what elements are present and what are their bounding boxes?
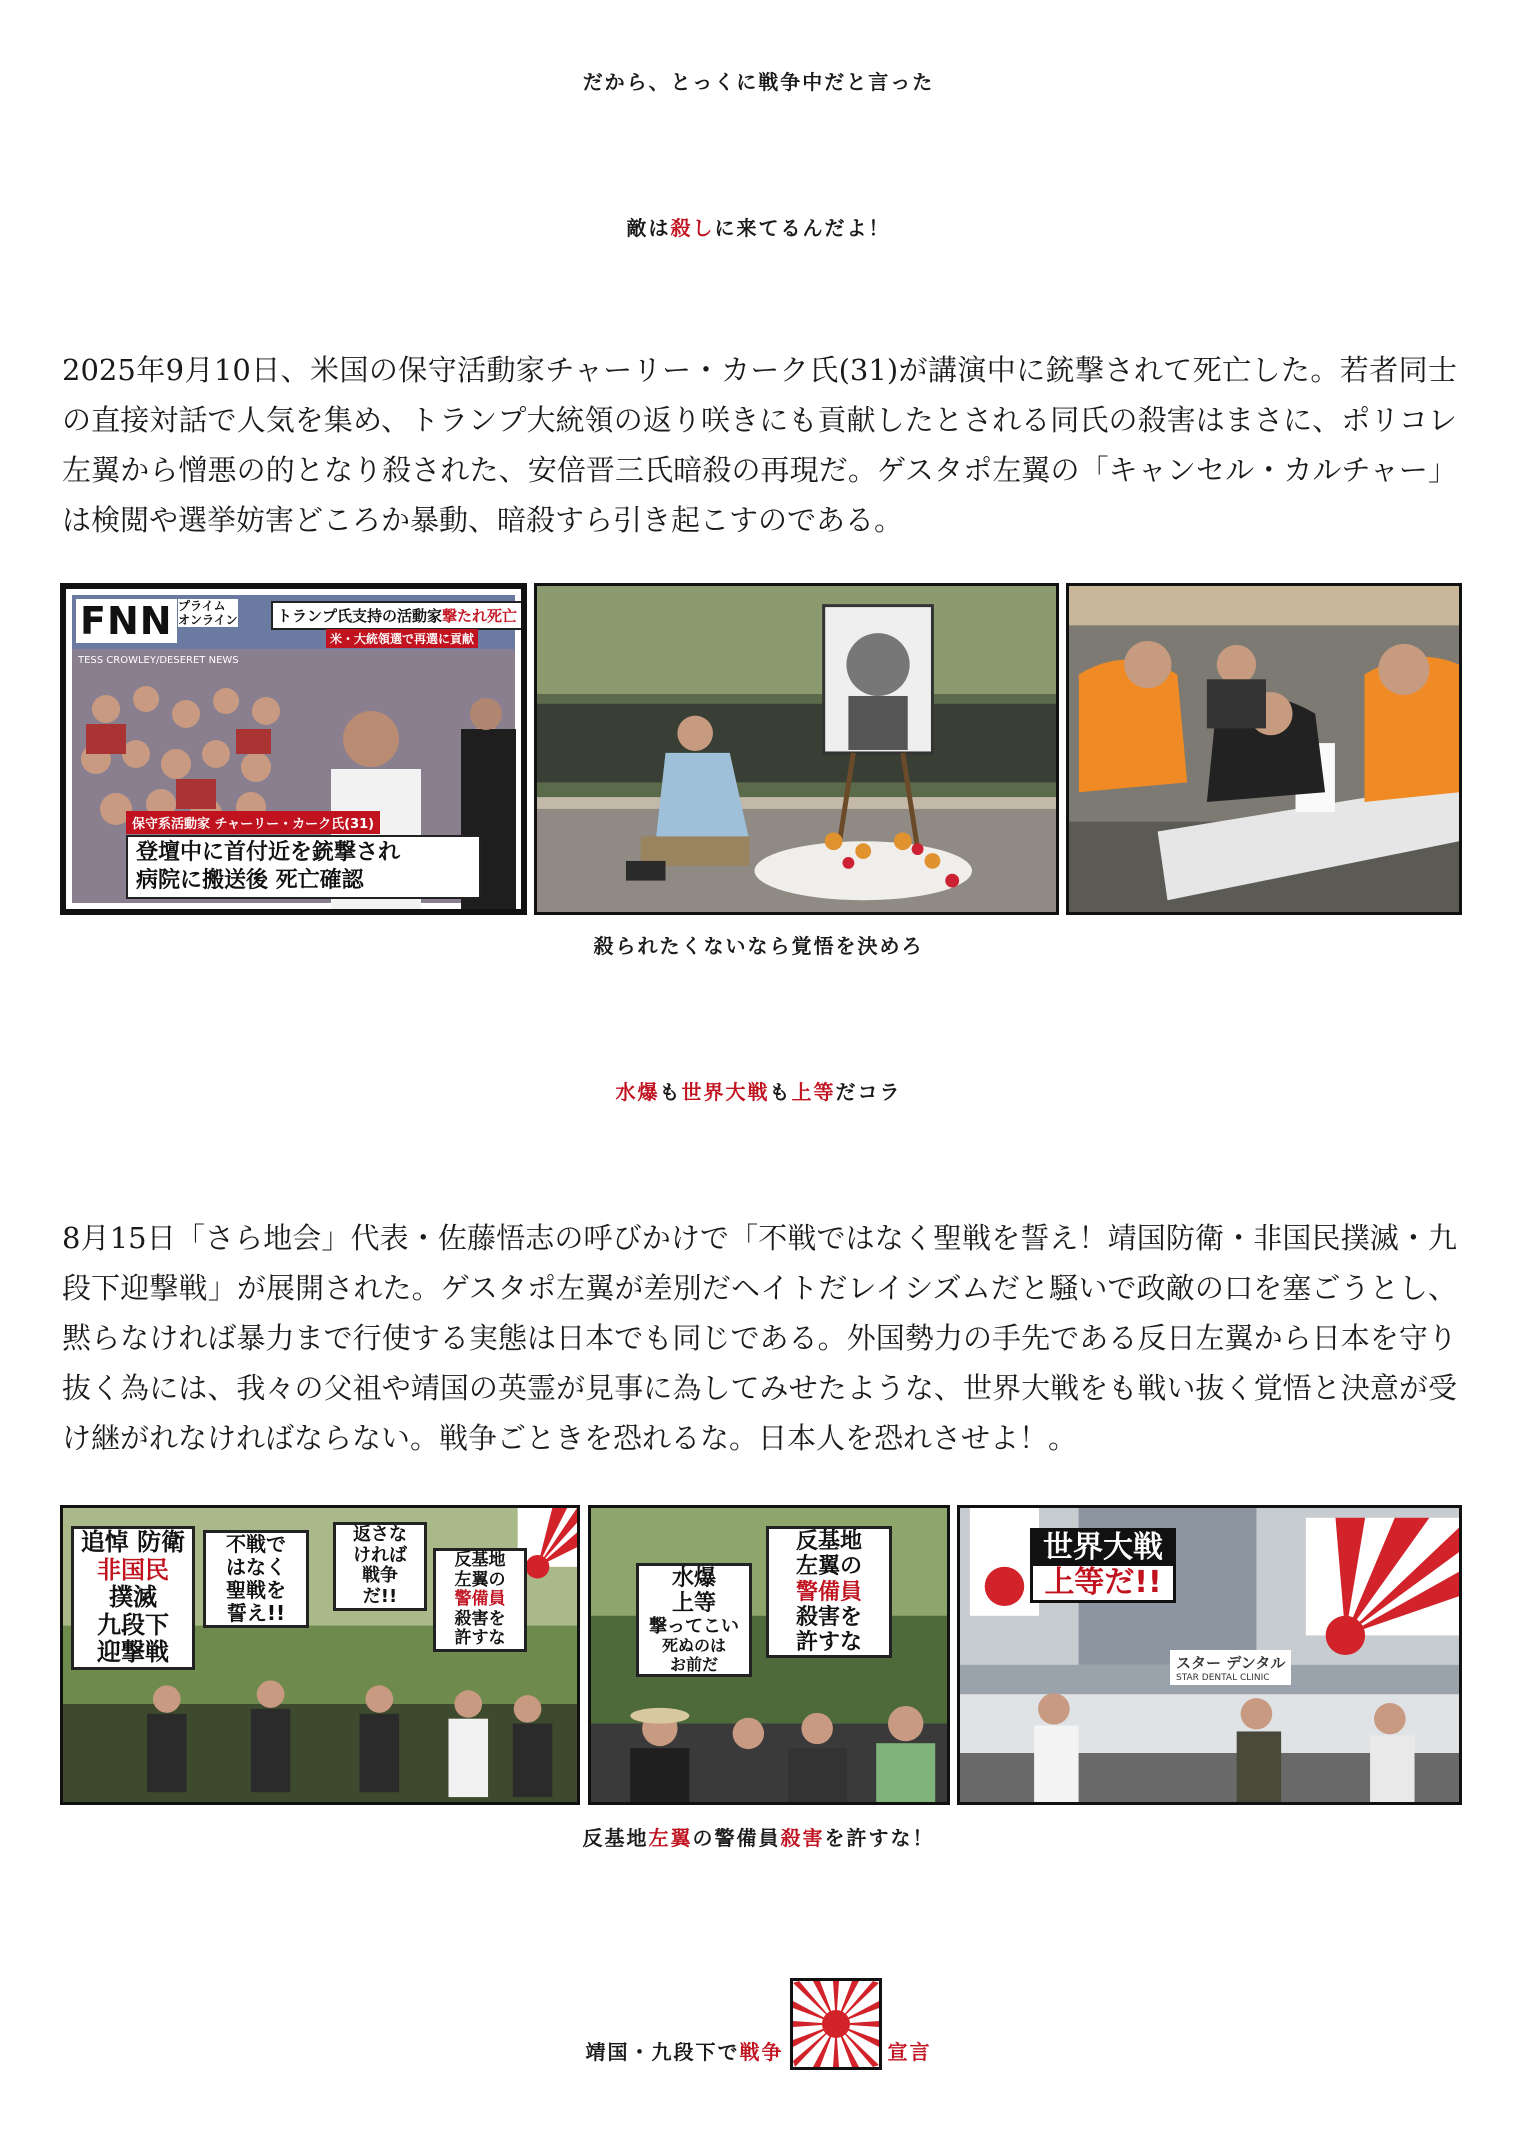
sign-anti-base-1 — [433, 1548, 527, 1652]
sign-world-war-t2: 大戦 — [1103, 1530, 1163, 1565]
headline-war-h-bomb: 水爆 — [615, 1080, 660, 1104]
headline-war-mo2: も — [769, 1080, 792, 1104]
sign-anti-base-2-l1: 反基地 — [795, 1529, 862, 1554]
headline-war-mo1: も — [659, 1080, 682, 1104]
sign-mourning-l4 — [74, 1612, 192, 1640]
sign-mourning-l1 — [74, 1529, 192, 1557]
sign-anti-base-2-l2: 左翼の — [795, 1554, 862, 1580]
sign-return — [333, 1522, 427, 1611]
sign-mourning-t2: 防衛 — [137, 1528, 186, 1556]
headline-enemy-kill: 殺し — [670, 216, 715, 240]
paragraph-kirk: 2025年9月10日、米国の保守活動家チャーリー・カーク氏(31)が講演中に銃撃されて死亡した。若者同士の直接対話で人気を集め、トランプ大統領の返り咲きにも貢献したとされる同氏の殺害はまさに、ポリコレ左翼から憎悪の的となり殺された、安倍晋三氏暗殺の再現だ。ゲスタポ左翼の「キャンセル・カルチャー」は検閲や選挙妨害どころか暴動、暗殺すら引き起こすのである。 — [62, 353, 1457, 537]
rising-sun-flag-icon — [790, 1978, 882, 2070]
sign-h-bomb — [636, 1563, 752, 1677]
sign-holy-war-l2: はなく — [226, 1555, 286, 1579]
headline-war-joto: 上等 — [791, 1080, 836, 1104]
sign-mourning-t5: 九段下 — [97, 1610, 169, 1639]
sign-h-bomb-l2: 上等 — [671, 1591, 716, 1617]
sign-world-war-l1 — [1033, 1531, 1173, 1566]
headline-anti-base — [0, 1828, 1517, 1848]
headline-anti-base-a: 反基地 — [582, 1826, 649, 1850]
sign-anti-base-1-l4: 殺害を — [454, 1608, 506, 1629]
photo-rally-2 — [588, 1505, 950, 1805]
sign-anti-base-2-l5: 許すな — [795, 1630, 862, 1656]
caption-line2: 病院に搬送後 死亡確認 — [136, 868, 364, 893]
sign-return-l1: 返さな — [353, 1524, 407, 1545]
sign-mourning-t4: 撲滅 — [109, 1583, 157, 1612]
sign-h-bomb-l1: 水爆 — [671, 1566, 716, 1591]
sign-world-war-t1: 世界 — [1043, 1530, 1103, 1565]
headline-declaration-sengen: 宣言 — [887, 2040, 932, 2064]
sign-mourning — [71, 1526, 195, 1670]
sign-world-war-t4: だ!! — [1104, 1564, 1162, 1600]
headline-anti-base-leftwing: 左翼 — [648, 1826, 693, 1850]
sign-return-l2: ければ — [353, 1544, 407, 1566]
news-banner-text: トランプ氏支持の活動家 — [277, 607, 443, 625]
sign-h-bomb-l5: お前だ — [669, 1654, 718, 1674]
sign-mourning-l5 — [74, 1639, 192, 1667]
headline-declaration-a: 靖国・九段下で — [585, 2040, 740, 2064]
sign-return-l3: 戦争 — [362, 1565, 398, 1587]
sign-mourning-l3 — [74, 1584, 192, 1612]
shop-sign — [1170, 1650, 1291, 1685]
photo-fnn-news — [60, 583, 527, 915]
news-banner-red: 撃たれ死亡 — [442, 607, 518, 625]
headline-enemy-part1: 敵は — [626, 216, 671, 240]
shop-sign-jp: スター デンタル — [1176, 1654, 1286, 1672]
photo-abe-assassination — [1066, 583, 1462, 915]
fnn-logo-sub1: プライム — [178, 599, 226, 613]
headline-war — [0, 1082, 1517, 1102]
sign-anti-base-2 — [766, 1526, 892, 1658]
sign-return-l4: だ!! — [362, 1586, 398, 1608]
sign-mourning-t3: 非国民 — [97, 1555, 169, 1584]
photo-rally-1 — [60, 1505, 580, 1805]
headline-enemy-part3: に来てるんだよ！ — [714, 216, 891, 240]
sign-holy-war-l1: 不戦で — [226, 1532, 286, 1556]
abe-image — [1069, 586, 1459, 912]
headline-anti-base-murder: 殺害 — [780, 1826, 825, 1850]
headline-anti-base-c: の警備員 — [692, 1826, 781, 1850]
fnn-logo-sub — [178, 599, 238, 627]
sign-world-war — [1030, 1528, 1176, 1603]
sign-world-war-l2 — [1033, 1566, 1173, 1601]
headline-anti-base-e: を許すな！ — [824, 1826, 935, 1850]
sign-anti-base-1-l5: 許すな — [454, 1628, 506, 1649]
caption-top: 保守系活動家 チャーリー・カーク氏(31) — [126, 811, 380, 834]
photo-credit: TESS CROWLEY/DESERET NEWS — [78, 655, 239, 666]
sign-anti-base-1-l1: 反基地 — [454, 1550, 506, 1570]
sign-mourning-t6: 迎撃戦 — [97, 1638, 169, 1667]
sign-holy-war — [203, 1530, 309, 1628]
headline-enemy — [0, 218, 1517, 238]
headline-war-end: だコラ — [835, 1080, 902, 1104]
sign-anti-base-1-l3: 警備員 — [454, 1589, 506, 1610]
headline-top: だから、とっくに戦争中だと言った — [582, 70, 935, 94]
headline-resolve: 殺られたくないなら覚悟を決めろ — [593, 934, 924, 958]
headline-war-world-war: 世界大戦 — [681, 1080, 770, 1104]
caption-line1: 登壇中に首付近を銃撃され — [136, 840, 401, 865]
fnn-logo-sub2: オンライン — [178, 613, 238, 627]
sign-h-bomb-l4: 死ぬのは — [661, 1636, 726, 1656]
sign-h-bomb-l3: 撃ってこい — [649, 1615, 739, 1637]
sign-anti-base-2-l4: 殺害を — [795, 1604, 862, 1630]
sign-anti-base-1-l2: 左翼の — [454, 1569, 506, 1590]
shop-sign-en: STAR DENTAL CLINIC — [1176, 1673, 1270, 1683]
fnn-logo: FNN — [76, 599, 177, 643]
paragraph-rally: 8月15日「さら地会」代表・佐藤悟志の呼びかけで「不戦ではなく聖戦を誓え！靖国防衛・非国民撲滅・九段下迎撃戦」が展開された。ゲスタポ左翼が差別だヘイトだレイシズムだと騒いで政敵の口を塞ごうとし、黙らなければ暴力まで行使する実態は日本でも同じである。外国勢力の手先である反日左翼から日本を守り抜く為には、我々の父祖や靖国の英霊が見事に為してみせたような、世界大戦をも戦い抜く覚悟と決意が受け継がれなければならない。戦争ごときを恐れるな。日本人を恐れさせよ！。 — [62, 1221, 1457, 1455]
headline-declaration-war: 戦争 — [739, 2040, 784, 2064]
sign-anti-base-2-l3: 警備員 — [795, 1579, 862, 1605]
photo-rally-3 — [957, 1505, 1462, 1805]
news-banner — [271, 601, 523, 630]
news-sub-banner: 米・大統領選で再選に貢献 — [326, 629, 478, 648]
sign-mourning-l2 — [74, 1557, 192, 1585]
memorial-image — [537, 586, 1056, 912]
sign-world-war-t3: 上等 — [1044, 1564, 1105, 1600]
headline-declaration — [0, 1978, 1517, 2070]
sign-holy-war-l3: 聖戦を — [226, 1578, 286, 1602]
sign-holy-war-l4: 誓え!! — [226, 1601, 286, 1625]
sign-mourning-t1: 追悼 — [80, 1528, 129, 1556]
caption-box — [126, 835, 481, 899]
photo-memorial — [534, 583, 1059, 915]
